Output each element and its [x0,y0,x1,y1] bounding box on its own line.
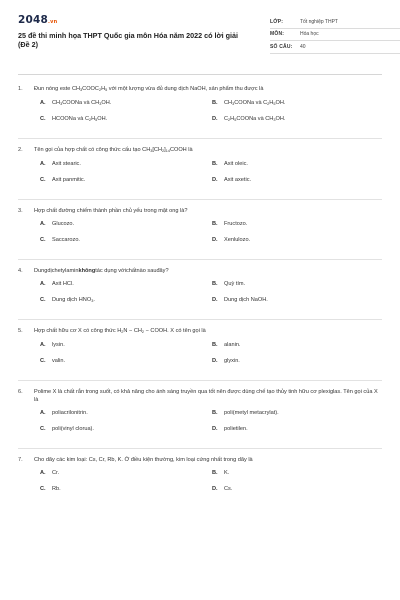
question-stem [18,388,382,404]
option-letter: D. [212,116,218,122]
option-text: $CH_3COONa$ và $CH_3OH$. [52,100,112,106]
question-number: 2. [18,147,23,153]
answer-option[interactable] [40,342,212,358]
answer-options [18,470,382,502]
option-letter: A. [40,161,46,167]
logo-tld: .vn [48,19,58,25]
question-number: 1. [18,86,23,92]
question-stem [18,327,382,336]
answer-option[interactable] [40,426,212,442]
option-text: poliacrilonitrin. [52,410,88,416]
option-text: Xenlulozo. [224,237,251,243]
option-letter: D. [212,358,218,364]
option-letter: A. [40,221,46,227]
option-letter: A. [40,100,46,106]
option-letter: B. [212,410,218,416]
question-text: Dungdịchetylaminkhôngtác dụng vớichấtnào sauđây? [34,268,169,274]
option-letter: C. [40,486,46,492]
meta-value: 40 [300,43,306,50]
option-text: HCOONa và $C_2H_5OH$. [52,116,108,122]
option-letter: B. [212,161,218,167]
option-letter: B. [212,281,218,287]
option-text: Axit panmitic. [52,177,86,183]
option-text: K. [224,470,230,476]
option-text: Saccarozo. [52,237,80,243]
answer-options [18,161,382,193]
answer-option[interactable] [40,237,212,253]
option-letter: C. [40,237,46,243]
answer-option[interactable] [212,358,382,374]
option-text: Dung dịch $HNO_3$. [52,297,95,303]
answer-options [18,100,382,132]
option-text: lysin. [52,342,65,348]
answer-option[interactable] [212,297,382,313]
answer-option[interactable] [40,281,212,297]
answer-options [18,410,382,442]
answer-option[interactable] [212,221,382,237]
answer-option[interactable] [212,426,382,442]
meta-value: Tốt nghiệp THPT [300,18,338,25]
question-number: 4. [18,268,23,274]
answer-option[interactable] [212,410,382,426]
meta-key: LỚP: [270,18,284,25]
option-text: Dung dịch NaOH. [224,297,268,303]
question-number: 7. [18,457,23,463]
option-text: polietilen. [224,426,248,432]
answer-options [18,221,382,253]
question-stem [18,207,382,215]
question-item [18,388,382,449]
meta-row-subject [270,29,400,42]
option-letter: B. [212,100,218,106]
option-letter: D. [212,177,218,183]
question-stem [18,146,382,155]
option-letter: D. [212,426,218,432]
option-text: alanin. [224,342,241,348]
question-text: Hợp chất hữu cơ X có công thức $H_2N - CH_2$ − COOH. X có tên gọi là [34,328,206,334]
answer-option[interactable] [40,410,212,426]
question-text: Polime X là chất rắn trong suốt, có khả năng cho ánh sáng truyền qua tốt nên được dùng chế tạo thủy tinh hữu cơ plexiglas. Tên gọi của X là [34,389,378,403]
option-letter: D. [212,237,218,243]
answer-option[interactable] [212,100,382,116]
question-number: 5. [18,328,23,334]
option-text: Cs. [224,486,233,492]
question-item [18,146,382,200]
exam-title: 25 đề thi minh họa THPT Quốc gia môn Hóa năm 2022 có lời giải (Đề 2) [18,31,238,49]
answer-option[interactable] [40,161,212,177]
question-stem [18,267,382,275]
option-text: Fructozo. [224,221,248,227]
answer-option[interactable] [212,486,382,502]
answer-option[interactable] [40,486,212,502]
option-text: valin. [52,358,66,364]
question-item [18,327,382,381]
answer-option[interactable] [40,116,212,132]
question-text: Hợp chất đường chiếm thành phần chủ yếu trong mật ong là? [34,208,188,214]
question-item [18,207,382,260]
option-letter: B. [212,221,218,227]
logo-main: 2048 [18,14,49,26]
option-text: $C_2H_5COONa$ và $CH_3OH$. [224,116,286,122]
option-letter: B. [212,470,218,476]
option-text: Quỳ tím. [224,281,246,287]
question-stem [18,456,382,464]
option-text: Axit oleic. [224,161,248,167]
option-letter: C. [40,358,46,364]
answer-option[interactable] [40,100,212,116]
meta-row-class [270,16,400,29]
option-letter: B. [212,342,218,348]
answer-option[interactable] [40,297,212,313]
option-text: Cr. [52,470,60,476]
header-divider [18,74,382,75]
answer-option[interactable] [212,237,382,253]
option-letter: C. [40,116,46,122]
meta-key: MÔN: [270,31,285,38]
option-text: Axit HCl. [52,281,74,287]
question-stem [18,85,382,94]
option-letter: C. [40,297,46,303]
option-letter: A. [40,281,46,287]
meta-key: SỐ CÂU: [270,43,293,50]
meta-value: Hóa học [300,31,319,38]
answer-option[interactable] [212,470,382,486]
option-text: Axit axetic. [224,177,252,183]
answer-option[interactable] [40,177,212,193]
exam-meta [270,16,400,54]
answer-option[interactable] [40,221,212,237]
option-letter: A. [40,410,46,416]
option-letter: C. [40,177,46,183]
answer-options [18,281,382,313]
option-letter: D. [212,486,218,492]
question-item [18,456,382,508]
answer-option[interactable] [212,161,382,177]
question-text: Đun nóng este $CH_3COOC_2H_5$ với một lượng vừa đủ dung dịch NaOH, sản phẩm thu được là [34,86,264,92]
question-text: Tên gọi của hợp chất có công thức cấu tạo $CH_3[CH_2]_{14}COOH$ là [34,147,193,153]
answer-option[interactable] [212,116,382,132]
meta-row-count [270,41,400,54]
option-letter: D. [212,297,218,303]
option-letter: C. [40,426,46,432]
answer-option[interactable] [212,342,382,358]
question-number: 3. [18,208,23,214]
option-text: $CH_3COONa$ và $C_2H_5OH$. [224,100,286,106]
answer-options [18,342,382,374]
answer-option[interactable] [40,358,212,374]
option-text: poli(vinyl clorua). [52,426,94,432]
answer-option[interactable] [212,177,382,193]
option-text: Glucozo. [52,221,75,227]
option-letter: A. [40,342,46,348]
question-list [18,85,382,508]
option-text: Axit stearic. [52,161,81,167]
question-item [18,267,382,320]
option-text: Rb. [52,486,61,492]
question-item [18,85,382,139]
question-text: Cho dãy các kim loại: Cs, Cr, Rb, K. Ở điều kiện thường, kim loại cứng nhất trong dãy là [34,457,253,463]
option-letter: A. [40,470,46,476]
option-text: poli(metyl metacrylat). [224,410,279,416]
option-text: glyxin. [224,358,240,364]
page-header [18,14,382,66]
answer-option[interactable] [40,470,212,486]
question-number: 6. [18,389,23,395]
answer-option[interactable] [212,281,382,297]
